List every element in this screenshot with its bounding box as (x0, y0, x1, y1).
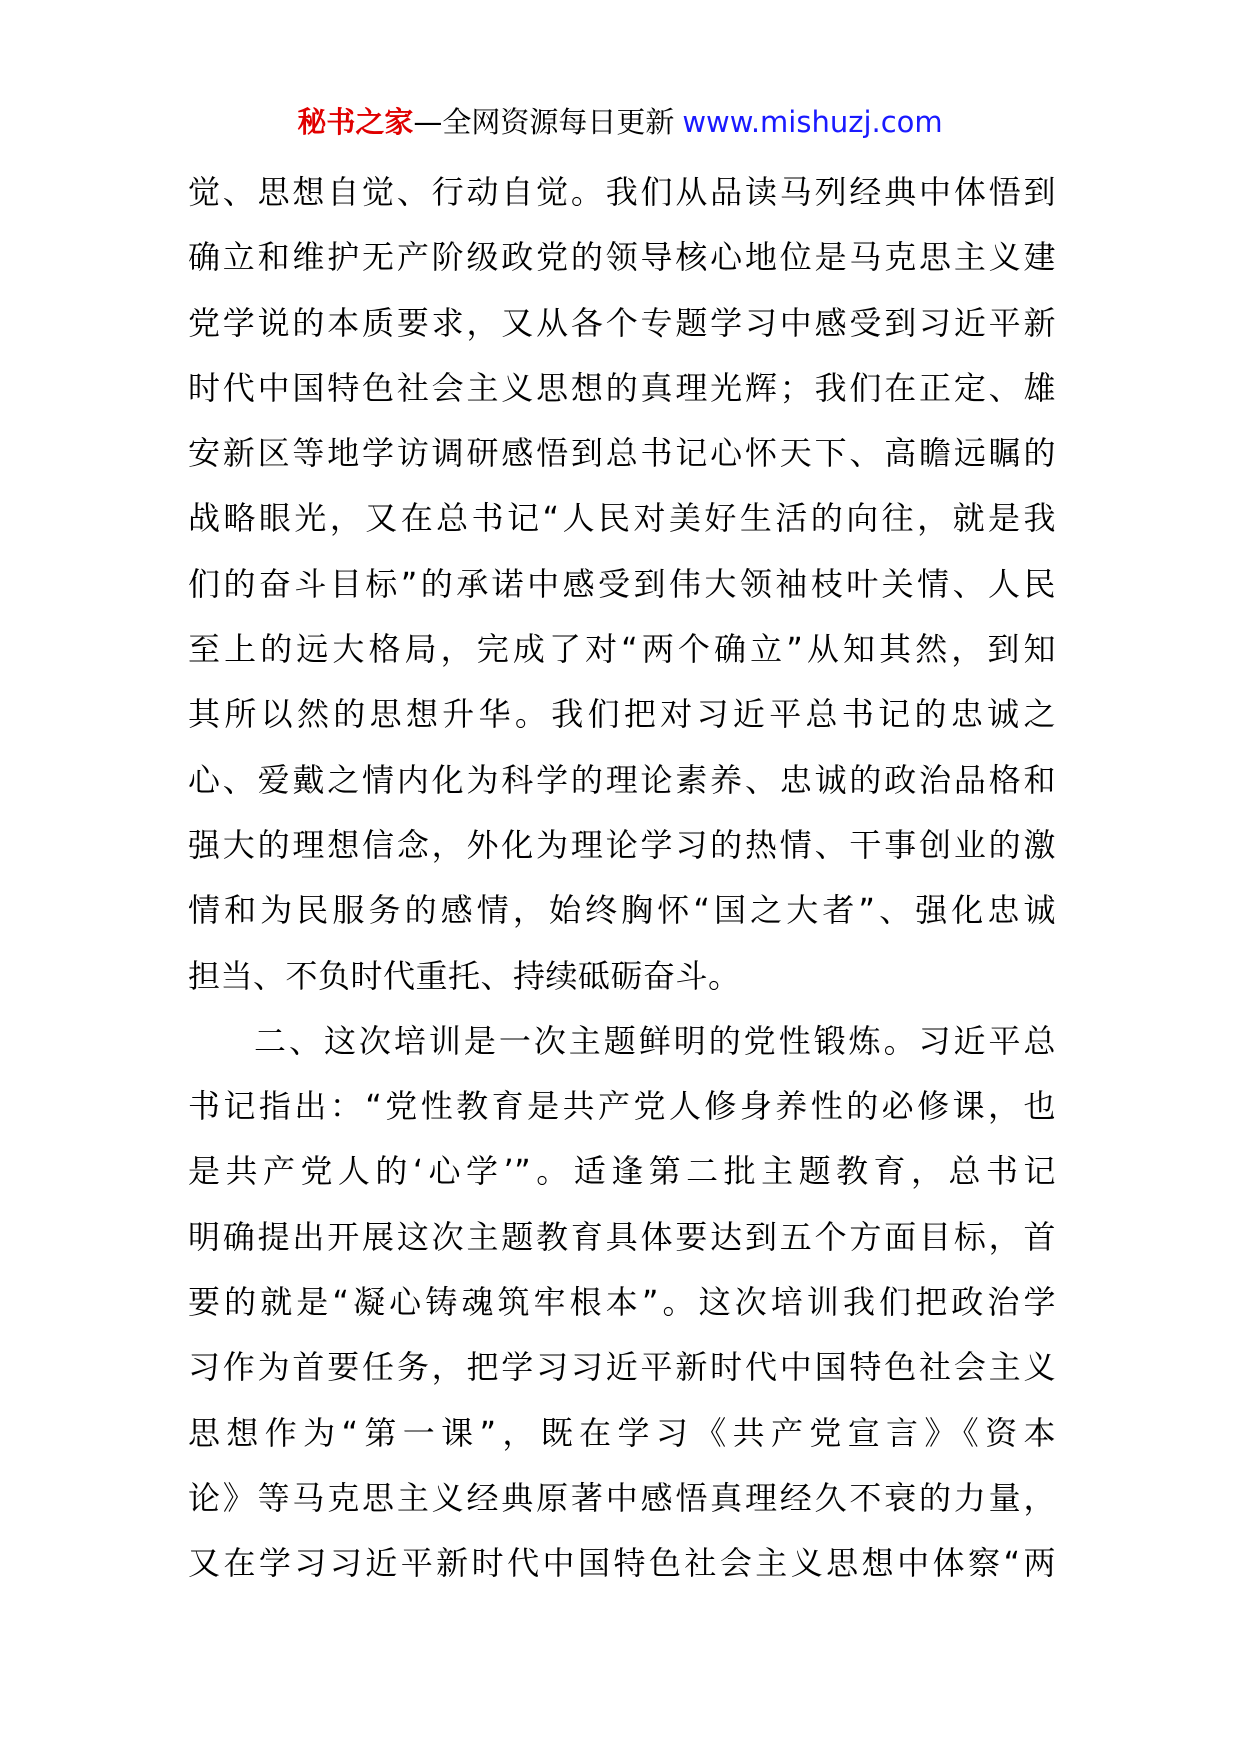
text-line: 心、爱戴之情内化为科学的理论素养、忠诚的政治品格和 (188, 760, 1056, 799)
text-line: 党学说的本质要求，又从各个专题学习中感受到习近平新 (188, 303, 1056, 342)
text-line: 论》等马克思主义经典原著中感悟真理经久不衰的力量， (188, 1478, 1056, 1517)
text-line: 时代中国特色社会主义思想的真理光辉；我们在正定、雄 (188, 368, 1056, 407)
text-line: 习作为首要任务，把学习习近平新时代中国特色社会主义 (188, 1348, 1056, 1387)
text-line: 是共产党人的‘心学’”。适逢第二批主题教育，总书记 (188, 1152, 1056, 1191)
text-line: 强大的理想信念，外化为理论学习的热情、干事创业的激 (188, 825, 1056, 864)
website-link[interactable]: www.mishuzj.com (682, 105, 943, 139)
text-line: 安新区等地学访调研感悟到总书记心怀天下、高瞻远瞩的 (188, 434, 1056, 473)
text-line: 情和为民服务的感情，始终胸怀“国之大者”、强化忠诚 (188, 891, 1056, 930)
paragraph-first-line: 二、这次培训是一次主题鲜明的党性锻炼。习近平总 (254, 1021, 1056, 1060)
text-line: 们的奋斗目标”的承诺中感受到伟大领袖枝叶关情、人民 (188, 564, 1056, 603)
text-line: 书记指出：“党性教育是共产党人修身养性的必修课，也 (188, 1087, 1056, 1126)
text-line: 担当、不负时代重托、持续砥砺奋斗。 (188, 956, 741, 995)
document-body (188, 160, 1056, 1597)
header-tagline: —全网资源每日更新 (413, 105, 675, 139)
brand-name: 秘书之家 (297, 105, 414, 139)
text-line: 明确提出开展这次主题教育具体要达到五个方面目标，首 (188, 1217, 1056, 1256)
page-header (0, 100, 1240, 144)
text-line: 觉、思想自觉、行动自觉。我们从品读马列经典中体悟到 (188, 173, 1056, 211)
text-line: 要的就是“凝心铸魂筑牢根本”。这次培训我们把政治学 (188, 1283, 1056, 1322)
text-line: 确立和维护无产阶级政党的领导核心地位是马克思主义建 (188, 238, 1056, 277)
text-line: 至上的远大格局，完成了对“两个确立”从知其然，到知 (188, 630, 1056, 669)
text-line: 又在学习习近平新时代中国特色社会主义思想中体察“两 (188, 1544, 1056, 1583)
text-line: 战略眼光，又在总书记“人民对美好生活的向往，就是我 (188, 499, 1056, 538)
text-line: 其所以然的思想升华。我们把对习近平总书记的忠诚之 (188, 695, 1056, 734)
text-line: 思想作为“第一课”，既在学习《共产党宣言》《资本 (188, 1413, 1056, 1452)
